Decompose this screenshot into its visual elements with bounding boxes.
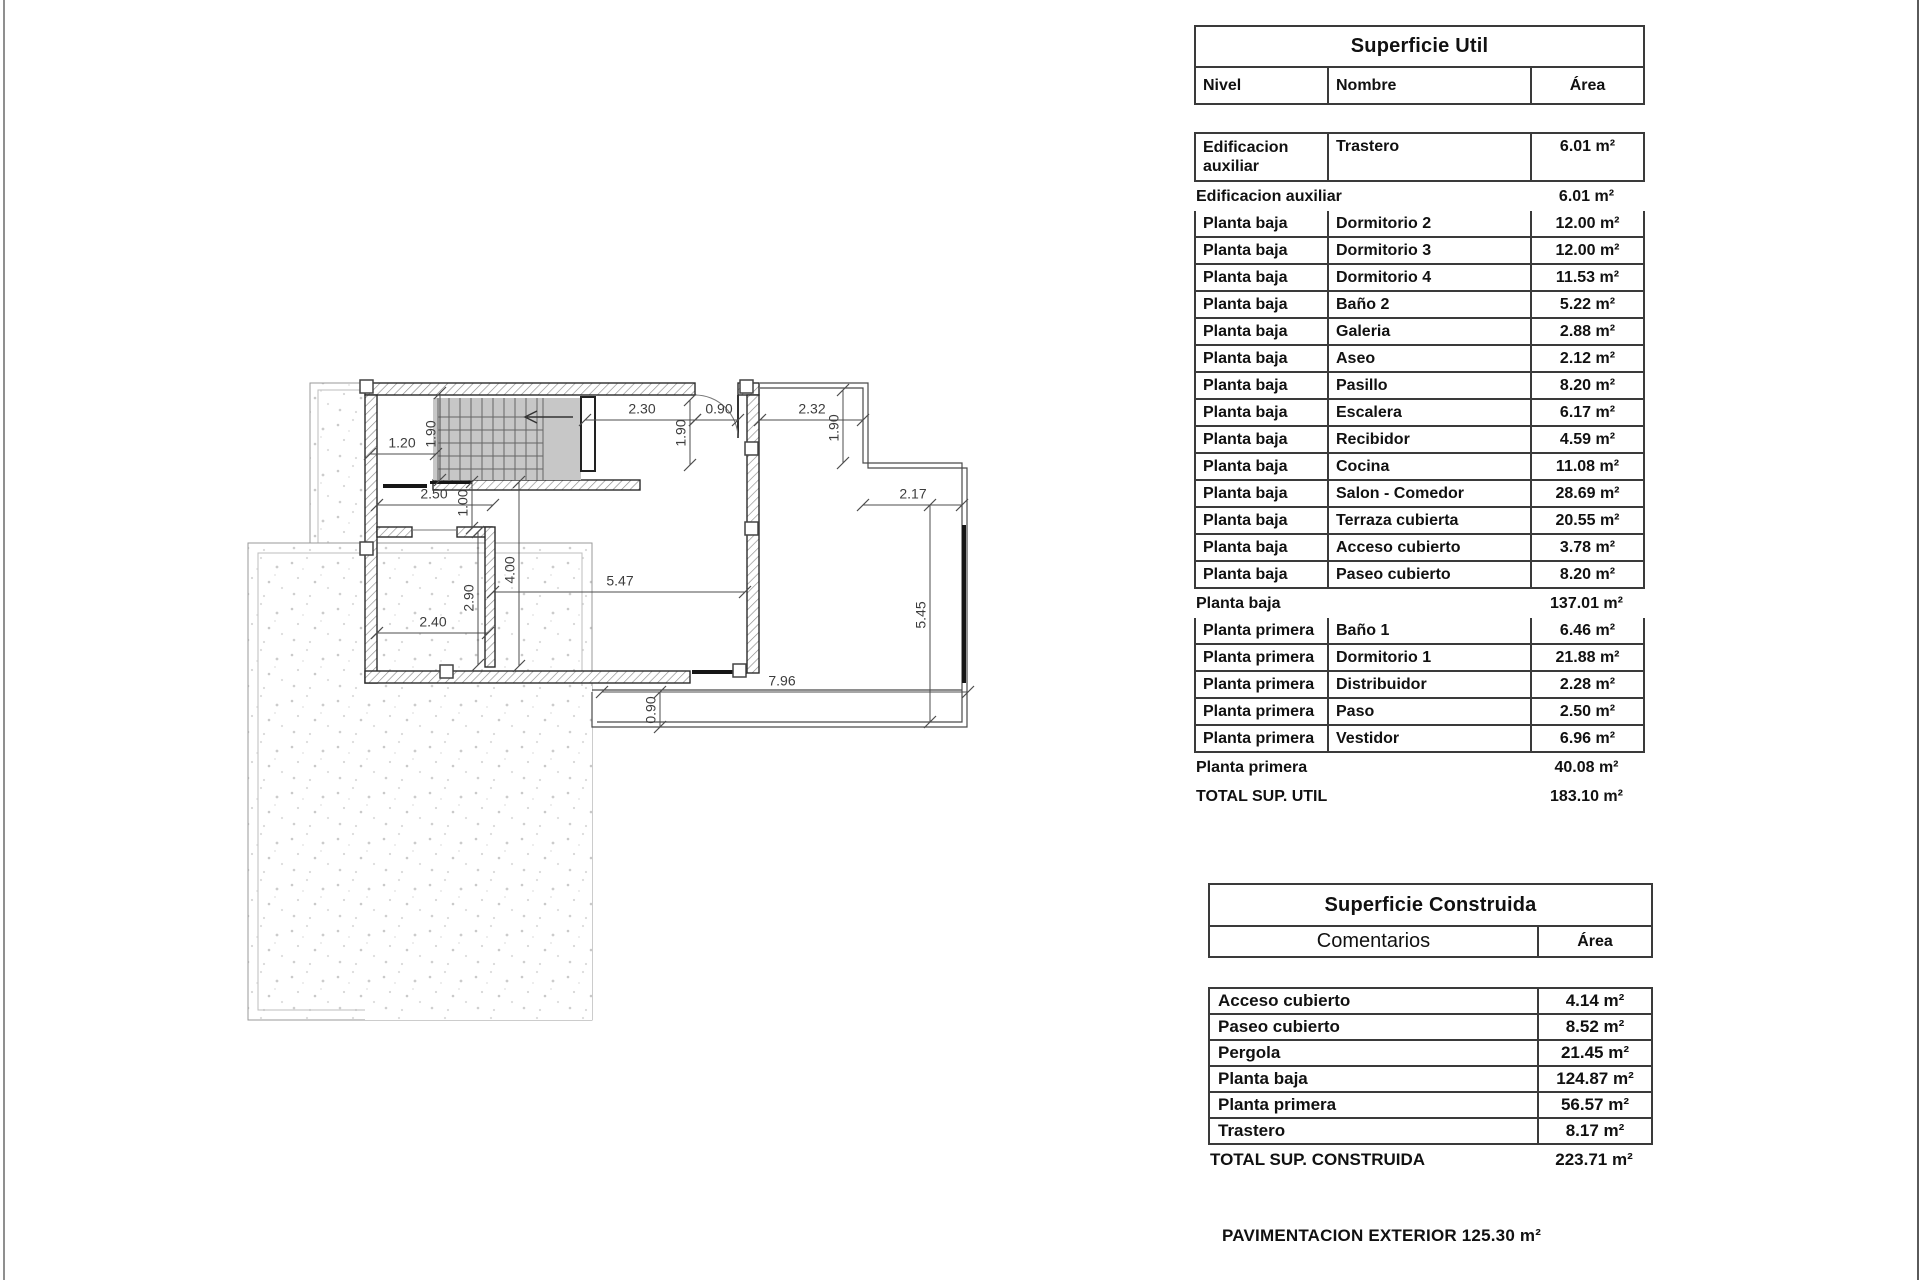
total-row: [1194, 782, 1645, 811]
table-row: [1194, 670, 1645, 699]
total-area: 223.71 m²: [1555, 1150, 1633, 1169]
dimension-label: 1.90: [422, 420, 439, 448]
table-cell: Planta baja: [1203, 295, 1288, 313]
table-cell: Planta primera: [1203, 648, 1315, 666]
table-cell: Planta baja: [1203, 430, 1288, 448]
stair-rail: [581, 397, 595, 471]
table-cell: 2.88 m²: [1530, 319, 1643, 344]
dimension-label: 0.90: [642, 696, 659, 724]
dimension-label: 2.50: [420, 485, 448, 502]
table-cell: Salon - Comedor: [1327, 481, 1530, 506]
table-row: [1208, 1065, 1653, 1093]
column-header-area: Área: [1537, 927, 1651, 956]
table-row: [1194, 371, 1645, 400]
table-row: [1194, 616, 1645, 645]
table-cell: Planta baja: [1203, 322, 1288, 340]
table-cell: Planta baja: [1203, 241, 1288, 259]
subtotal-area: 40.08 m²: [1554, 758, 1619, 776]
table-cell: Paseo cubierto: [1327, 562, 1530, 587]
subtotal-area: 6.01 m²: [1558, 187, 1615, 205]
table-cell: Acceso cubierto: [1218, 991, 1351, 1010]
dimension-label: 1.20: [388, 434, 416, 451]
column-header-nivel: Nivel: [1203, 76, 1242, 94]
table-cell: Planta primera: [1203, 702, 1315, 720]
dimension-label: 2.17: [899, 485, 927, 502]
wall-partition-a: [377, 527, 412, 537]
table-cell: 2.50 m²: [1530, 699, 1643, 724]
table-cell: Paseo cubierto: [1218, 1017, 1340, 1036]
pillar: [733, 664, 746, 677]
table-cell: Trastero: [1218, 1121, 1286, 1140]
dimension-label: 2.40: [419, 613, 447, 630]
superficie-construida-header: [1208, 927, 1653, 958]
table-cell: 11.08 m²: [1530, 454, 1643, 479]
superficie-util-title: Superficie Util: [1194, 25, 1645, 68]
page-edge-left: [3, 0, 5, 1280]
table-cell: 21.88 m²: [1530, 645, 1643, 670]
table-cell: 12.00 m²: [1530, 238, 1643, 263]
table-row: [1194, 724, 1645, 753]
pillar: [740, 380, 753, 393]
table-cell: Acceso cubierto: [1327, 535, 1530, 560]
dimension-label: 4.00: [501, 556, 518, 584]
superficie-construida-rows: [1208, 987, 1653, 1175]
table-cell: Trastero: [1327, 134, 1530, 180]
table-cell: Edificacion auxiliar: [1203, 139, 1289, 175]
table-cell: 8.20 m²: [1530, 373, 1643, 398]
table-cell: 5.22 m²: [1530, 292, 1643, 317]
floor-plan-svg: [240, 370, 990, 1030]
subtotal-label: Edificacion auxiliar: [1196, 187, 1342, 205]
table-row: [1208, 1013, 1653, 1041]
table-cell: 8.17 m²: [1537, 1119, 1651, 1143]
table-row: [1194, 290, 1645, 319]
superficie-util-rows: [1194, 132, 1645, 811]
table-row: [1194, 209, 1645, 238]
pillar: [745, 522, 758, 535]
dimension-label: 7.96: [768, 672, 796, 689]
table-cell: Pergola: [1218, 1043, 1281, 1062]
table-cell: Cocina: [1327, 454, 1530, 479]
dimension-label: 5.47: [606, 572, 634, 589]
table-cell: 56.57 m²: [1537, 1093, 1651, 1117]
table-cell: Planta baja: [1203, 403, 1288, 421]
superficie-util-header: [1194, 68, 1645, 105]
table-cell: 11.53 m²: [1530, 265, 1643, 290]
table-row: [1194, 560, 1645, 589]
dimension-label: 0.90: [705, 400, 733, 417]
table-cell: Planta baja: [1203, 268, 1288, 286]
dimension-label: 2.90: [460, 584, 477, 612]
table-cell: Dormitorio 2: [1327, 211, 1530, 236]
table-row: [1194, 132, 1645, 182]
table-cell: Escalera: [1327, 400, 1530, 425]
column-header-nombre: Nombre: [1327, 68, 1530, 103]
table-cell: 8.20 m²: [1530, 562, 1643, 587]
table-cell: Dormitorio 1: [1327, 645, 1530, 670]
pillar: [440, 665, 453, 678]
table-row: [1194, 317, 1645, 346]
table-cell: Planta baja: [1203, 376, 1288, 394]
subtotal-row: [1194, 589, 1645, 618]
subtotal-area: 137.01 m²: [1550, 594, 1623, 612]
subtotal-row: [1194, 182, 1645, 211]
subtotal-area: 183.10 m²: [1550, 787, 1623, 805]
table-cell: Planta baja: [1203, 538, 1288, 556]
pillar: [360, 542, 373, 555]
table-cell: Distribuidor: [1327, 672, 1530, 697]
table-row: [1194, 506, 1645, 535]
wall-bottom: [365, 671, 690, 683]
table-row: [1194, 697, 1645, 726]
dimension-label: 1.90: [825, 414, 842, 442]
table-row: [1194, 263, 1645, 292]
table-cell: Pasillo: [1327, 373, 1530, 398]
superficie-util-table: [1194, 25, 1645, 811]
page-edge-right: [1917, 0, 1919, 1280]
subtotal-label: TOTAL SUP. UTIL: [1196, 787, 1328, 805]
table-cell: Paso: [1327, 699, 1530, 724]
total-label: TOTAL SUP. CONSTRUIDA: [1210, 1150, 1426, 1169]
pillar: [745, 442, 758, 455]
column-header-comentarios: Comentarios: [1316, 930, 1431, 952]
wall-top-left: [365, 383, 695, 395]
table-row: [1194, 533, 1645, 562]
dimension-label: 5.45: [912, 601, 929, 629]
table-cell: Planta baja: [1203, 457, 1288, 475]
table-cell: 12.00 m²: [1530, 211, 1643, 236]
table-row: [1194, 236, 1645, 265]
table-row: [1208, 1039, 1653, 1067]
table-row: [1194, 479, 1645, 508]
wall-left: [365, 395, 377, 683]
table-cell: Planta primera: [1203, 621, 1315, 639]
pillar: [360, 380, 373, 393]
table-cell: 20.55 m²: [1530, 508, 1643, 533]
table-row: [1208, 987, 1653, 1015]
table-cell: 2.12 m²: [1530, 346, 1643, 371]
table-row: [1194, 425, 1645, 454]
table-cell: Planta baja: [1203, 565, 1288, 583]
table-cell: Planta primera: [1218, 1095, 1337, 1114]
dimension-label: 1.00: [454, 489, 471, 517]
pavimentacion-note: PAVIMENTACION EXTERIOR 125.30 m²: [1222, 1226, 1542, 1245]
table-cell: Aseo: [1327, 346, 1530, 371]
table-cell: 4.59 m²: [1530, 427, 1643, 452]
floor-plan: [240, 370, 990, 1030]
table-cell: 21.45 m²: [1537, 1041, 1651, 1065]
table-cell: Planta baja: [1203, 349, 1288, 367]
dimension-label: 2.32: [798, 400, 826, 417]
table-cell: Terraza cubierta: [1327, 508, 1530, 533]
column-header-area: Área: [1530, 68, 1643, 103]
table-cell: 8.52 m²: [1537, 1015, 1651, 1039]
table-cell: Dormitorio 3: [1327, 238, 1530, 263]
table-cell: 6.01 m²: [1530, 134, 1643, 180]
table-cell: 6.46 m²: [1530, 618, 1643, 643]
table-cell: Baño 1: [1327, 618, 1530, 643]
table-cell: 6.17 m²: [1530, 400, 1643, 425]
table-row: [1208, 1117, 1653, 1145]
dimension-label: 2.30: [628, 400, 656, 417]
dimension-label: 1.90: [672, 419, 689, 447]
table-cell: Planta primera: [1203, 729, 1315, 747]
table-cell: Planta primera: [1203, 675, 1315, 693]
subtotal-label: Planta baja: [1196, 594, 1281, 612]
table-cell: Planta baja: [1203, 214, 1288, 232]
table-row: [1194, 452, 1645, 481]
table-cell: Vestidor: [1327, 726, 1530, 751]
total-row: [1208, 1145, 1653, 1175]
table-cell: Dormitorio 4: [1327, 265, 1530, 290]
ground-under-house: [365, 686, 592, 1020]
superficie-construida-table: [1208, 883, 1653, 1175]
table-row: [1194, 398, 1645, 427]
table-cell: 28.69 m²: [1530, 481, 1643, 506]
table-cell: 2.28 m²: [1530, 672, 1643, 697]
subtotal-label: Planta primera: [1196, 758, 1308, 776]
table-row: [1208, 1091, 1653, 1119]
superficie-construida-title: Superficie Construida: [1208, 883, 1653, 927]
table-cell: Recibidor: [1327, 427, 1530, 452]
table-cell: 6.96 m²: [1530, 726, 1643, 751]
subtotal-row: [1194, 753, 1645, 782]
table-cell: 4.14 m²: [1537, 989, 1651, 1013]
terrace-rail: [962, 525, 966, 683]
table-cell: Planta baja: [1203, 511, 1288, 529]
table-cell: Galeria: [1327, 319, 1530, 344]
table-row: [1194, 643, 1645, 672]
table-cell: 124.87 m²: [1537, 1067, 1651, 1091]
table-cell: Planta baja: [1203, 484, 1288, 502]
table-cell: Baño 2: [1327, 292, 1530, 317]
table-cell: 3.78 m²: [1530, 535, 1643, 560]
table-row: [1194, 344, 1645, 373]
table-cell: Planta baja: [1218, 1069, 1308, 1088]
wall-partition-vertical: [485, 527, 495, 667]
